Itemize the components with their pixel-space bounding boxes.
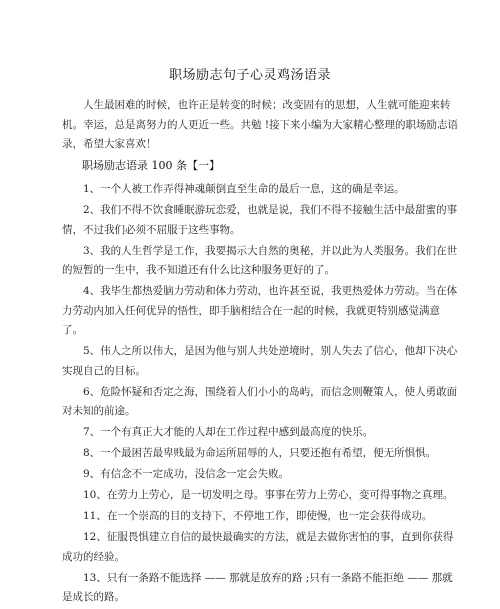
list-item: 2、我们不得不饮食睡眠游玩恋爱，也就是说，我们不得不接触生活中最甜蜜的事情，不过我们必须不屈服于这些事物。 <box>62 204 458 236</box>
list-item: 10、在劳力上劳心，是一切发明之母。事事在劳力上劳心，变可得事物之真理。 <box>83 489 454 501</box>
intro-paragraph: 人生最困难的时候，也许正是转变的时候；改变固有的思想，人生就可能迎来转机。幸运，总是离努力的人更近一些。共勉 !接下来小编为大家精心整理的职场励志语录，希望大家喜欢！ <box>62 99 459 150</box>
quote-list <box>62 180 460 609</box>
list-item: 13、只有一条路不能选择 —— 那就是放弃的路 ;只有一条路不能拒绝 —— 那就是成长的路。 <box>62 571 453 603</box>
document-title: 职场励志句子心灵鸡汤语录 <box>168 68 331 83</box>
list-item: 4、我毕生都热爱脑力劳动和体力劳动，也许甚至说，我更热爱体力劳动。当在体力劳动内加入任何优异的悟性，即手脑相结合在一起的时候，我就更特别感觉满意了。 <box>62 285 458 336</box>
list-item: 5、伟人之所以伟大，是因为他与别人共处逆境时，别人失去了信心，他却下决心实现自己的目标。 <box>62 345 458 377</box>
list-item: 12、征服畏惧建立自信的最快最确实的方法，就是去做你害怕的事，直到你获得成功的经验。 <box>62 531 454 563</box>
list-item: 8、一个最困苦最卑贱最为命运所屈辱的人，只要还抱有希望，便无所惧惧。 <box>83 447 437 459</box>
list-item: 7、一个有真正大才能的人却在工作过程中感到最高度的快乐。 <box>83 426 374 438</box>
list-item: 11、在一个崇高的目的支持下，不停地工作，即使慢，也一定会获得成功。 <box>83 510 433 522</box>
section-heading: 职场励志语录 100 条【一】 <box>82 159 220 172</box>
list-item: 6、危险怀疑和否定之海，围绕着人们小小的岛屿，而信念则鞭策人，使人勇敢面对未知的前途。 <box>62 385 458 417</box>
list-item: 1、一个人被工作弄得神魂颠倒直至生命的最后一息，这的确是幸运。 <box>83 183 405 195</box>
list-item: 3、我的人生哲学是工作，我要揭示大自然的奥秘，并以此为人类服务。我们在世的短暂的一生中，我不知道还有什么比这种服务更好的了。 <box>62 244 458 276</box>
list-item: 9、有信念不一定成功，没信念一定会失败。 <box>83 468 290 480</box>
